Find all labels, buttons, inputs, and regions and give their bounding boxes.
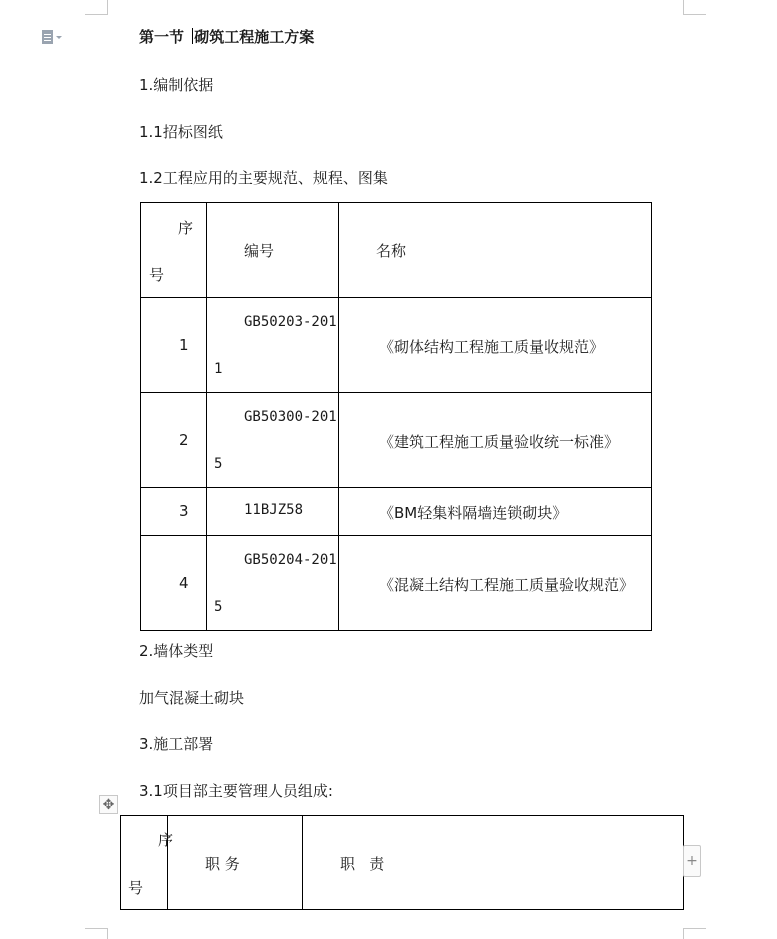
row-code: 11BJZ58 [244, 502, 304, 518]
row-seq: 2 [179, 431, 189, 449]
table-row [141, 393, 652, 488]
document-sheet-icon [42, 30, 53, 44]
page-corner-mark [85, 0, 108, 15]
row-name: 《混凝土结构工程施工质量验收规范》 [379, 576, 635, 594]
header-duty: 职 责 [340, 855, 385, 873]
row-code: GB50203-201 [244, 314, 337, 330]
header-seq-part1: 序 [158, 831, 174, 849]
row-seq: 1 [179, 336, 189, 354]
table-row [141, 488, 652, 536]
paragraph-deployment: 3.施工部署 [139, 735, 214, 753]
row-name: 《BM轻集料隔墙连锁砌块》 [379, 504, 568, 522]
move-handle-icon[interactable]: ✥ [99, 795, 118, 814]
section-heading-title: 砌筑工程施工方案 [194, 28, 315, 46]
row-code: GB50204-201 [244, 552, 337, 568]
header-cell-seq [141, 203, 207, 298]
paragraph-standards: 1.2工程应用的主要规范、规程、图集 [139, 169, 388, 187]
paragraph-wall-material: 加气混凝土砌块 [139, 689, 245, 707]
header-code: 编号 [244, 242, 275, 260]
row-name: 《砌体结构工程施工质量收规范》 [379, 338, 605, 356]
section-heading [139, 28, 314, 46]
standards-table [140, 202, 652, 631]
header-cell-role [168, 816, 303, 910]
paragraph-drawings: 1.1招标图纸 [139, 123, 223, 141]
section-heading-prefix: 第一节 [139, 28, 185, 46]
page-corner-mark [683, 0, 706, 15]
table-header-row [141, 203, 652, 298]
table-row [141, 536, 652, 631]
paragraph-wall-type: 2.墙体类型 [139, 642, 214, 660]
row-code-wrap: 5 [214, 456, 223, 472]
header-cell-code [207, 203, 339, 298]
header-seq-part2: 号 [149, 266, 165, 284]
staff-table [120, 815, 684, 910]
table-row [141, 298, 652, 393]
chevron-down-icon [56, 36, 62, 39]
row-seq: 4 [179, 574, 189, 592]
add-column-icon[interactable]: + [683, 845, 701, 877]
header-name: 名称 [376, 242, 407, 260]
header-seq-part2: 号 [128, 879, 144, 897]
row-seq: 3 [179, 502, 189, 520]
paragraph-staff: 3.1项目部主要管理人员组成: [139, 782, 333, 800]
header-cell-name [339, 203, 652, 298]
header-cell-seq [121, 816, 174, 910]
row-code-wrap: 5 [214, 599, 223, 615]
page-corner-mark [85, 928, 108, 939]
table-header-row [121, 816, 684, 910]
row-code-wrap: 1 [214, 361, 223, 377]
row-code: GB50300-201 [244, 409, 337, 425]
header-role: 职 务 [205, 855, 240, 873]
paragraph-basis: 1.编制依据 [139, 76, 214, 94]
header-seq-part1: 序 [178, 219, 194, 237]
row-name: 《建筑工程施工质量验收统一标准》 [379, 433, 620, 451]
header-cell-duty [303, 816, 684, 910]
page-corner-mark [683, 928, 706, 939]
document-icon[interactable] [42, 28, 70, 46]
